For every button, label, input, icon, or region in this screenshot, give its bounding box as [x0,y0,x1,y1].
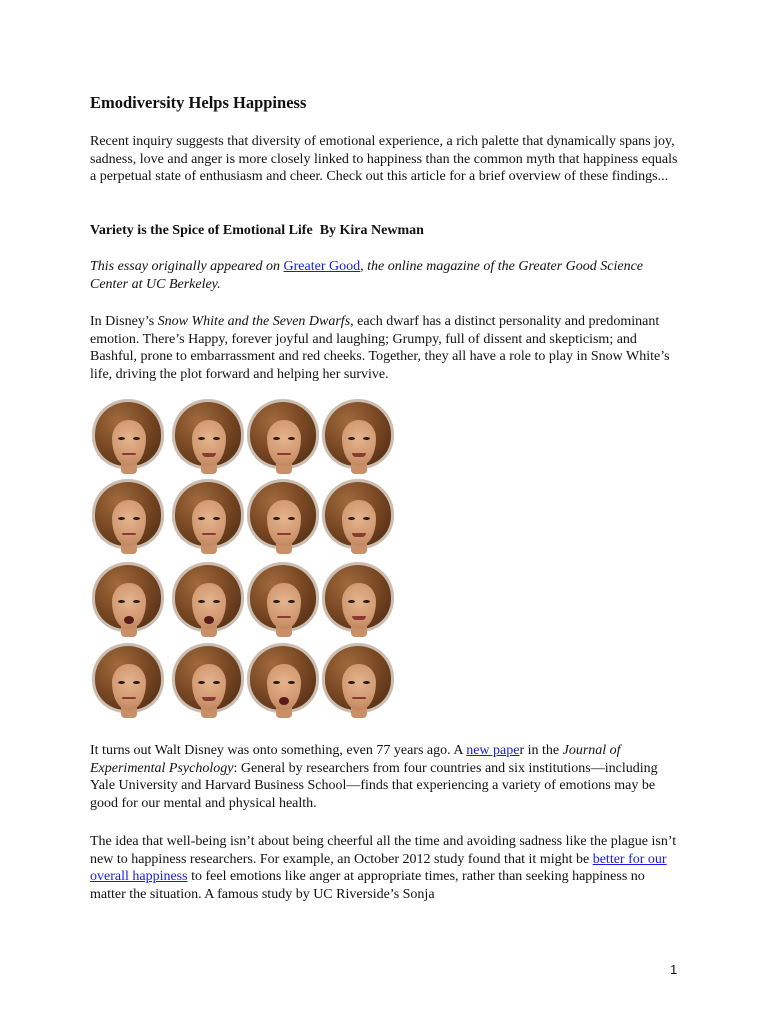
idea-after: to feel emotions like anger at appropriate times, rather than seeking happiness no matter the situation. A famous study by UC Riverside’s Sonja [90,869,645,902]
research-paragraph [90,742,680,812]
face-portrait [173,644,245,720]
subheading-title: Variety is the Spice of Emotional Life [90,223,313,238]
idea-paragraph [90,833,680,903]
face-portrait [93,644,165,720]
disney-before: In Disney’s [90,314,158,329]
turns-before: It turns out Walt Disney was onto something, even 77 years ago. A [90,743,467,758]
disney-paragraph [90,313,680,383]
face-portrait [173,480,245,556]
turns-mid: in the [524,743,563,758]
turns-link-tail: r [519,743,525,758]
face-portrait [173,563,245,639]
idea-before: The idea that well-being isn’t about being cheerful all the time and avoiding sadness like the plague isn’t new to happiness researchers. For example, an October 2012 study found that it might be [90,834,677,867]
subheading-author: Kira Newman [339,223,424,238]
overall-happiness-link[interactable]: better for our overall happiness [90,851,667,884]
face-portrait [248,563,320,639]
article-subheading [90,222,424,240]
face-portrait [93,480,165,556]
face-portrait [93,400,165,476]
face-portrait [93,563,165,639]
face-portrait [323,400,395,476]
intro-paragraph: Recent inquiry suggests that diversity of emotional experience, a rich palette that dynamically spans joy, sadness, love and anger is more closely linked to happiness than the common myth that happiness equals a perpetual state of enthusiasm and cheer. Check out this article for a brief overview of these findings... [90,134,678,184]
page-number: 1 [670,962,678,977]
subheading-by: By [319,223,337,238]
disney-after: , each dwarf has a distinct personality and predominant emotion. There’s Happy, forever joyful and laughing; Grumpy, full of dissent and skepticism; and Bashful, prone to embarrassment and red cheeks. Together, they all have a role to play in Snow White’s life, driving the plot forward and helping her survive. [90,314,670,382]
face-portrait [248,480,320,556]
journal-name: Journal of Experimental Psychology [90,743,621,776]
essay-before: This essay originally appeared on [90,259,284,274]
face-portrait [248,644,320,720]
new-paper-link[interactable]: new pape [466,743,520,758]
face-portrait [173,400,245,476]
essay-after: , the online magazine of the Greater Good Science Center at UC Berkeley. [90,259,644,292]
facial-expressions-image [93,400,399,720]
face-portrait [323,480,395,556]
face-portrait [248,400,320,476]
turns-after: : General by researchers from four countries and six institutions—including Yale University and Harvard Business School—finds that experiencing a variety of emotions may be good for our mental and physical health. [90,760,658,811]
greater-good-link[interactable]: Greater Good [283,259,361,274]
face-portrait [323,644,395,720]
face-portrait [323,563,395,639]
essay-note [90,258,680,293]
page-title: Emodiversity Helps Happiness [90,93,307,112]
disney-film-title: Snow White and the Seven Dwarfs [157,314,351,329]
